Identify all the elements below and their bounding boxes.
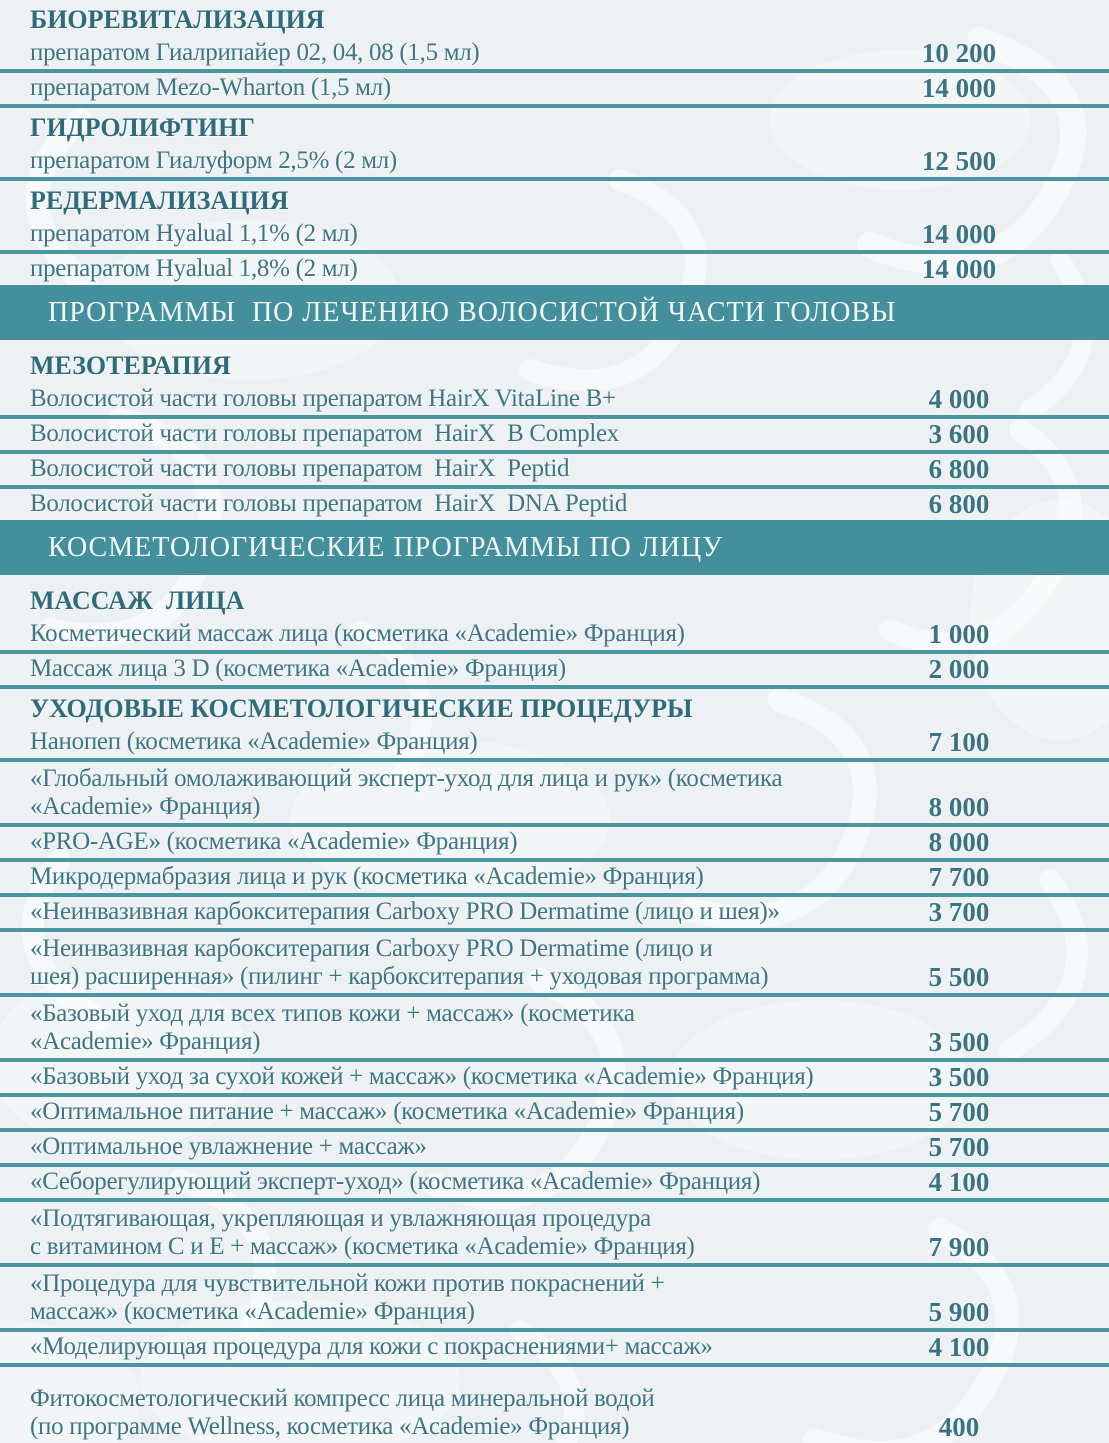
service-price: 400 xyxy=(938,1412,980,1442)
service-name-line: Волосистой части головы препаратом HairX Peptid xyxy=(30,455,570,482)
service-name-line: «Базовый уход за сухой кожей + массаж» (косметика «Academie» Франция) xyxy=(30,1063,814,1090)
service-name xyxy=(0,1133,884,1161)
price-row xyxy=(0,454,1109,489)
service-price: 6 800 xyxy=(928,454,990,484)
service-name xyxy=(0,1205,884,1261)
service-price: 5 500 xyxy=(928,962,990,992)
service-name-line: Волосистой части головы препаратом HairX DNA Peptid xyxy=(30,490,628,517)
subsection-heading: МАССАЖ ЛИЦА xyxy=(30,586,245,615)
service-name xyxy=(0,828,884,856)
price-row xyxy=(0,862,1109,897)
service-price: 3 500 xyxy=(928,1062,990,1092)
service-price: 7 900 xyxy=(928,1232,990,1262)
service-name xyxy=(0,655,884,683)
price-row xyxy=(0,384,1109,419)
service-name-line: препаратом Hyalual 1,1% (2 мл) xyxy=(30,220,358,247)
price-row xyxy=(0,827,1109,862)
price-row xyxy=(0,654,1109,689)
service-name-line: Волосистой части головы препаратом HairX VitaLine B+ xyxy=(30,385,616,412)
price-row xyxy=(0,254,1109,285)
price-row xyxy=(0,897,1109,932)
section-banner xyxy=(0,520,1109,575)
service-name-line: Косметический массаж лица (косметика «Academie» Франция) xyxy=(30,620,685,647)
service-name xyxy=(0,1333,884,1361)
service-price: 6 800 xyxy=(928,489,990,519)
service-name xyxy=(0,490,884,518)
service-name-line: «Оптимальное увлажнение + массаж» xyxy=(30,1133,427,1160)
service-price: 14 000 xyxy=(921,219,997,249)
service-price: 4 100 xyxy=(928,1167,990,1197)
service-name-line: «Неинвазивная карбокситерапия Carboxy PRO Dermatime (лицо и xyxy=(30,935,713,962)
price-row xyxy=(0,1332,1109,1367)
subsection-heading: ГИДРОЛИФТИНГ xyxy=(30,113,255,142)
service-name xyxy=(0,1168,884,1196)
service-name xyxy=(0,455,884,483)
price-row xyxy=(0,1167,1109,1202)
price-row xyxy=(0,932,1109,997)
section-banner xyxy=(0,285,1109,340)
service-name xyxy=(0,147,884,175)
service-name xyxy=(0,220,884,248)
service-price: 1 000 xyxy=(928,619,990,649)
price-row xyxy=(0,38,1109,73)
price-row xyxy=(0,727,1109,762)
service-name xyxy=(0,898,884,926)
service-name xyxy=(0,39,884,67)
service-price: 4 100 xyxy=(928,1332,990,1362)
service-name xyxy=(0,1098,884,1126)
service-name-line: «Процедура для чувствительной кожи против покраснений + xyxy=(30,1270,665,1297)
service-price: 14 000 xyxy=(921,73,997,103)
service-name xyxy=(0,1385,884,1441)
service-price: 12 500 xyxy=(921,146,997,176)
price-row xyxy=(0,1367,1109,1443)
service-name-line: «Базовый уход для всех типов кожи + массаж» (косметика xyxy=(30,1000,635,1027)
service-price: 5 900 xyxy=(928,1297,990,1327)
service-name-line: препаратом Гиалрипайер 02, 04, 08 (1,5 мл) xyxy=(30,39,480,66)
service-name-line: «PRO-AGE» (косметика «Academie» Франция) xyxy=(30,828,518,855)
service-name-line: «Оптимальное питание + массаж» (косметика «Academie» Франция) xyxy=(30,1098,744,1125)
price-row xyxy=(0,146,1109,181)
service-name-line: «Academie» Франция) xyxy=(30,793,261,820)
price-row xyxy=(0,73,1109,108)
service-name-line: Микродермабразия лица и рук (косметика «Academie» Франция) xyxy=(30,863,704,890)
service-name xyxy=(0,420,884,448)
price-row xyxy=(0,1267,1109,1332)
subsection-heading: МЕЗОТЕРАПИЯ xyxy=(30,351,231,380)
service-price: 10 200 xyxy=(921,38,997,68)
service-name-line: препаратом Mezo-Wharton (1,5 мл) xyxy=(30,74,391,101)
service-name xyxy=(0,74,884,102)
price-row xyxy=(0,419,1109,454)
service-name-line: (по программе Wellness, косметика «Academie» Франция) xyxy=(30,1413,630,1440)
service-name xyxy=(0,620,884,648)
service-name-line: шея) расширенная» (пилинг + карбокситерапия + уходовая программа) xyxy=(30,963,769,990)
service-price: 8 000 xyxy=(928,827,990,857)
service-name xyxy=(0,935,884,991)
service-price: 2 000 xyxy=(928,654,990,684)
service-price: 5 700 xyxy=(928,1132,990,1162)
service-name-line: Волосистой части головы препаратом HairX B Complex xyxy=(30,420,619,447)
subsection-heading: БИОРЕВИТАЛИЗАЦИЯ xyxy=(30,5,325,34)
service-name-line: «Подтягивающая, укрепляющая и увлажняющая процедура xyxy=(30,1205,651,1232)
price-row xyxy=(0,619,1109,654)
service-name xyxy=(0,863,884,891)
service-price: 7 700 xyxy=(928,862,990,892)
service-name-line: «Academie» Франция) xyxy=(30,1028,261,1055)
service-name xyxy=(0,765,884,821)
service-name-line: с витамином С и Е + массаж» (косметика «Academie» Франция) xyxy=(30,1233,695,1260)
subsection-heading: РЕДЕРМАЛИЗАЦИЯ xyxy=(30,186,289,215)
service-price: 3 500 xyxy=(928,1027,990,1057)
price-row xyxy=(0,489,1109,520)
subsection-heading: УХОДОВЫЕ КОСМЕТОЛОГИЧЕСКИЕ ПРОЦЕДУРЫ xyxy=(30,694,693,723)
service-name-line: «Моделирующая процедура для кожи с покраснениями+ массаж» xyxy=(30,1333,713,1360)
service-price: 4 000 xyxy=(928,384,990,414)
section-banner-title: КОСМЕТОЛОГИЧЕСКИЕ ПРОГРАММЫ ПО ЛИЦУ xyxy=(48,531,724,563)
service-price: 7 100 xyxy=(928,727,990,757)
price-row xyxy=(0,1097,1109,1132)
service-price: 8 000 xyxy=(928,792,990,822)
price-row xyxy=(0,1202,1109,1267)
service-name-line: Фитокосметологический компресс лица минеральной водой xyxy=(30,1385,655,1412)
service-name-line: препаратом Hyalual 1,8% (2 мл) xyxy=(30,255,358,282)
section-banner-title: ПРОГРАММЫ ПО ЛЕЧЕНИЮ ВОЛОСИСТОЙ ЧАСТИ ГОЛОВЫ xyxy=(48,296,897,328)
service-name xyxy=(0,1063,884,1091)
service-name xyxy=(0,385,884,413)
service-name-line: массаж» (косметика «Academie» Франция) xyxy=(30,1298,475,1325)
price-row xyxy=(0,997,1109,1062)
service-price: 3 600 xyxy=(928,419,990,449)
service-name-line: Нанопеп (косметика «Academie» Франция) xyxy=(30,728,478,755)
service-name-line: «Глобальный омолаживающий эксперт-уход для лица и рук» (косметика xyxy=(30,765,783,792)
price-row xyxy=(0,1132,1109,1167)
service-name xyxy=(0,1000,884,1056)
price-row xyxy=(0,219,1109,254)
price-row xyxy=(0,1062,1109,1097)
service-name-line: Массаж лица 3 D (косметика «Academie» Франция) xyxy=(30,655,566,682)
service-price: 14 000 xyxy=(921,254,997,284)
service-name-line: препаратом Гиалуформ 2,5% (2 мл) xyxy=(30,147,397,174)
service-name-line: «Неинвазивная карбокситерапия Carboxy PRO Dermatime (лицо и шея)» xyxy=(30,898,780,925)
service-price: 5 700 xyxy=(928,1097,990,1127)
service-name xyxy=(0,1270,884,1326)
service-price: 3 700 xyxy=(928,897,990,927)
service-name xyxy=(0,728,884,756)
price-row xyxy=(0,762,1109,827)
service-name-line: «Себорегулирующий эксперт-уход» (косметика «Academie» Франция) xyxy=(30,1168,761,1195)
service-name xyxy=(0,255,884,283)
